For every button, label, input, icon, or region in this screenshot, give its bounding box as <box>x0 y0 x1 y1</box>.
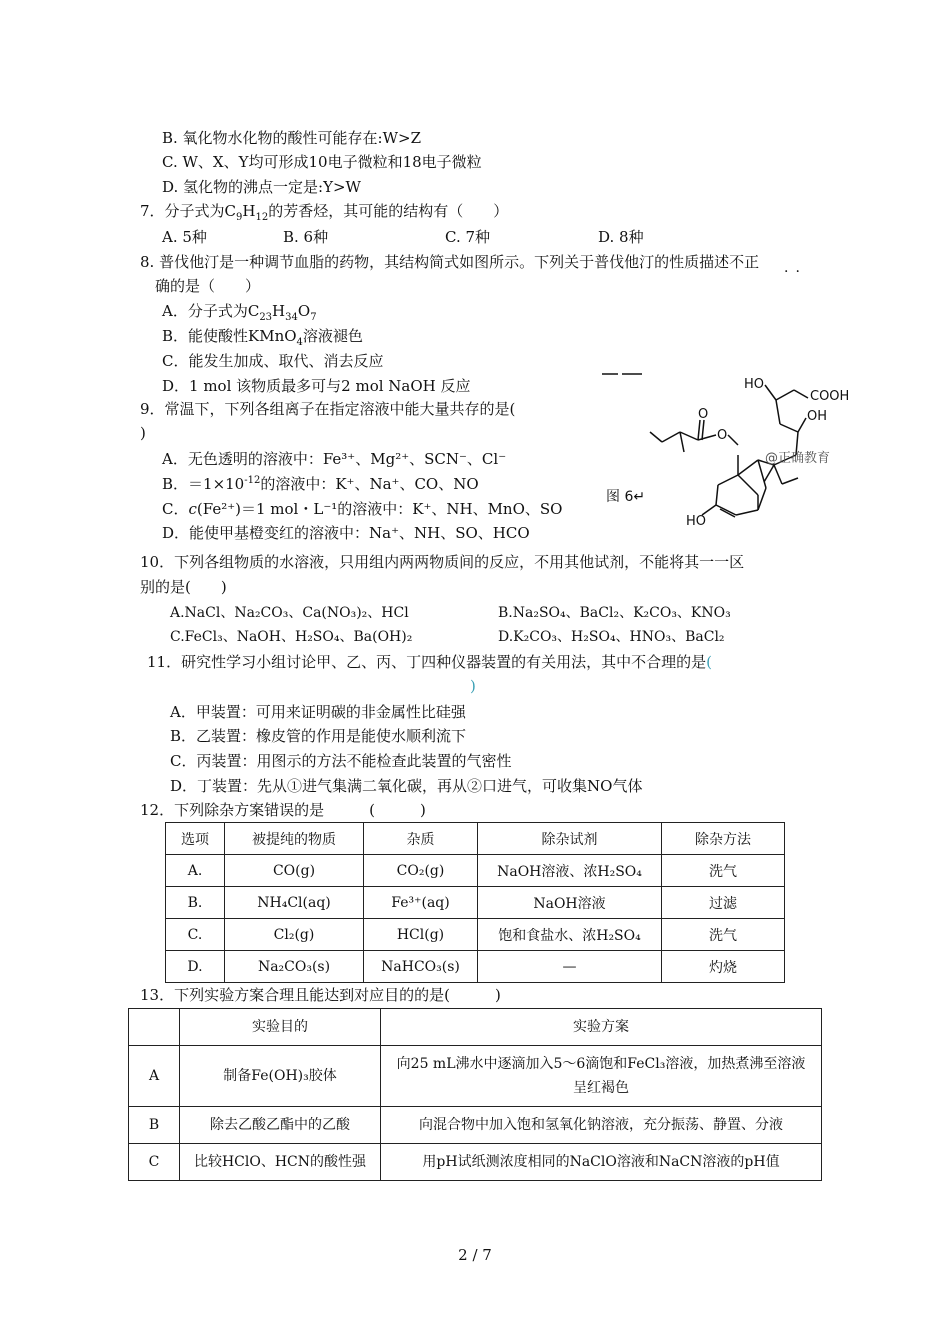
table-cell: HCl(g) <box>364 919 478 951</box>
q8-stem-line1: 8. 普伐他汀是一种调节血脂的药物，其结构简式如图所示。下列关于普伐他汀的性质描述不正 <box>140 253 760 271</box>
q6-option-b: B. 氧化物水化物的酸性可能存在:W>Z <box>162 129 422 147</box>
q7-option-d: D. 8种 <box>598 228 644 246</box>
table-row <box>166 951 785 983</box>
table-header-cell: 实验目的 <box>180 1009 381 1046</box>
table-header-cell: 除杂方法 <box>662 823 785 855</box>
q11-paren-close: ) <box>470 677 476 695</box>
table-row <box>166 887 785 919</box>
q10-stem-line2: 别的是( ) <box>140 578 227 596</box>
table-header-row <box>129 1009 822 1046</box>
table-cell: D. <box>166 951 225 983</box>
table-cell: 比较HClO、HCN的酸性强 <box>180 1144 381 1181</box>
q10-option-b: B.Na₂SO₄、BaCl₂、K₂CO₃、KNO₃ <box>498 605 731 621</box>
q7-option-a: A. 5种 <box>162 228 207 246</box>
table-row <box>129 1046 822 1107</box>
q8-stem-line2: 确的是（ ） <box>155 277 261 295</box>
table-row <box>166 919 785 951</box>
table-cell: 过滤 <box>662 887 785 919</box>
table-cell: 洗气 <box>662 919 785 951</box>
table-cell: NH₄Cl(aq) <box>225 887 364 919</box>
table-cell: B. <box>166 887 225 919</box>
figure-label-cooh: COOH <box>810 389 850 404</box>
q8-option-a: A．分子式为$C_{23}H_{34}O_7$ <box>162 302 317 323</box>
q13-table <box>128 1008 822 1181</box>
table-cell: C. <box>166 919 225 951</box>
figure-label-ho-top: HO <box>744 377 765 392</box>
q7-stem: 7．分子式为$C_9H_{12}$的芳香烃，其可能的结构有（ ） <box>140 202 509 223</box>
q8-option-d: D．1 mol 该物质最多可与2 mol NaOH 反应 <box>162 377 471 395</box>
q10-option-d: D.K₂CO₃、H₂SO₄、HNO₃、BaCl₂ <box>498 629 725 645</box>
q11-option-d: D．丁装置：先从①进气集满二氧化碳，再从②口进气，可收集NO气体 <box>170 777 643 795</box>
q12-table <box>165 822 785 983</box>
page-number: 2 / 7 <box>458 1246 492 1264</box>
table-cell: Cl₂(g) <box>225 919 364 951</box>
table-cell: CO(g) <box>225 855 364 887</box>
q10-stem-line1: 10．下列各组物质的水溶液，只用组内两两物质间的反应，不用其他试剂，不能将其一一区 <box>140 553 745 571</box>
q6-option-c: C. W、X、Y均可形成10电子微粒和18电子微粒 <box>162 153 482 171</box>
table-cell: A <box>129 1046 180 1107</box>
table-cell: NaOH溶液、浓H₂SO₄ <box>478 855 662 887</box>
table-cell: NaOH溶液 <box>478 887 662 919</box>
table-header-cell: 被提纯的物质 <box>225 823 364 855</box>
table-cell: 向25 mL沸水中逐滴加入5～6滴饱和FeCl₃溶液，加热煮沸至溶液呈红褐色 <box>381 1046 822 1107</box>
table-cell: A. <box>166 855 225 887</box>
table-cell: 用pH试纸测浓度相同的NaClO溶液和NaCN溶液的pH值 <box>381 1144 822 1181</box>
table-cell: Na₂CO₃(s) <box>225 951 364 983</box>
table-row <box>129 1107 822 1144</box>
pravastatin-structure-figure <box>598 370 870 535</box>
table-row <box>129 1144 822 1181</box>
q11-option-a: A．甲装置：可用来证明碳的非金属性比硅强 <box>170 703 466 721</box>
q10-option-c: C.FeCl₃、NaOH、H₂SO₄、Ba(OH)₂ <box>170 629 413 645</box>
q13-stem: 13．下列实验方案合理且能达到对应目的的是( ) <box>140 986 501 1004</box>
table-cell: B <box>129 1107 180 1144</box>
table-header-cell: 除杂试剂 <box>478 823 662 855</box>
figure-caption: 图 6↵ <box>606 489 646 505</box>
q11-option-c: C．丙装置：用图示的方法不能检查此装置的气密性 <box>170 752 512 770</box>
table-cell: 洗气 <box>662 855 785 887</box>
table-cell: 向混合物中加入饱和氢氧化钠溶液，充分振荡、静置、分液 <box>381 1107 822 1144</box>
q9-option-b: B．$=1\times 10^{-12}$的溶液中：K⁺、Na⁺、CO、NO <box>162 475 479 493</box>
q10-option-a: A.NaCl、Na₂CO₃、Ca(NO₃)₂、HCl <box>170 605 409 621</box>
q6-option-d: D. 氢化物的沸点一定是:Y>W <box>162 178 361 196</box>
table-cell: NaHCO₃(s) <box>364 951 478 983</box>
table-cell: C <box>129 1144 180 1181</box>
figure-label-o-ester: O <box>717 428 728 443</box>
watermark: @正确教育 <box>765 451 831 466</box>
q9-stem-line2: ) <box>140 424 146 442</box>
table-header-cell <box>129 1009 180 1046</box>
q12-stem: 12．下列除杂方案错误的是 ( ) <box>140 801 426 819</box>
q7-option-c: C. 7种 <box>445 228 491 246</box>
table-cell: — <box>478 951 662 983</box>
table-header-cell: 实验方案 <box>381 1009 822 1046</box>
q9-option-c: C．c(Fe²⁺)＝1 mol・L⁻¹的溶液中：K⁺、NH、MnO、SO <box>162 500 563 518</box>
q9-stem-line1: 9．常温下，下列各组离子在指定溶液中能大量共存的是( <box>140 400 516 418</box>
table-header-cell: 选项 <box>166 823 225 855</box>
q9-option-d: D．能使甲基橙变红的溶液中：Na⁺、NH、SO、HCO <box>162 524 530 542</box>
table-cell: 除去乙酸乙酯中的乙酸 <box>180 1107 381 1144</box>
table-header-row <box>166 823 785 855</box>
table-header-cell: 杂质 <box>364 823 478 855</box>
q7-option-b: B. 6种 <box>283 228 329 246</box>
table-cell: 饱和食盐水、浓H₂SO₄ <box>478 919 662 951</box>
q9-option-a: A．无色透明的溶液中：Fe³⁺、Mg²⁺、SCN⁻、Cl⁻ <box>162 450 507 468</box>
q11-stem: 11．研究性学习小组讨论甲、乙、丙、丁四种仪器装置的有关用法，其中不合理的是( <box>147 653 712 671</box>
emphasis-dots: ·· <box>784 264 807 280</box>
figure-label-o-carbonyl: O <box>698 407 709 422</box>
table-row <box>166 855 785 887</box>
figure-label-oh: OH <box>807 409 828 424</box>
table-cell: Fe³⁺(aq) <box>364 887 478 919</box>
table-cell: CO₂(g) <box>364 855 478 887</box>
table-cell: 制备Fe(OH)₃胶体 <box>180 1046 381 1107</box>
figure-label-ho-bottom: HO <box>686 514 707 529</box>
q8-option-c: C．能发生加成、取代、消去反应 <box>162 352 384 370</box>
table-cell: 灼烧 <box>662 951 785 983</box>
q11-option-b: B．乙装置：橡皮管的作用是能使水顺利流下 <box>170 727 467 745</box>
q8-option-b: B．能使酸性KMnO$_4$溶液褪色 <box>162 327 363 348</box>
